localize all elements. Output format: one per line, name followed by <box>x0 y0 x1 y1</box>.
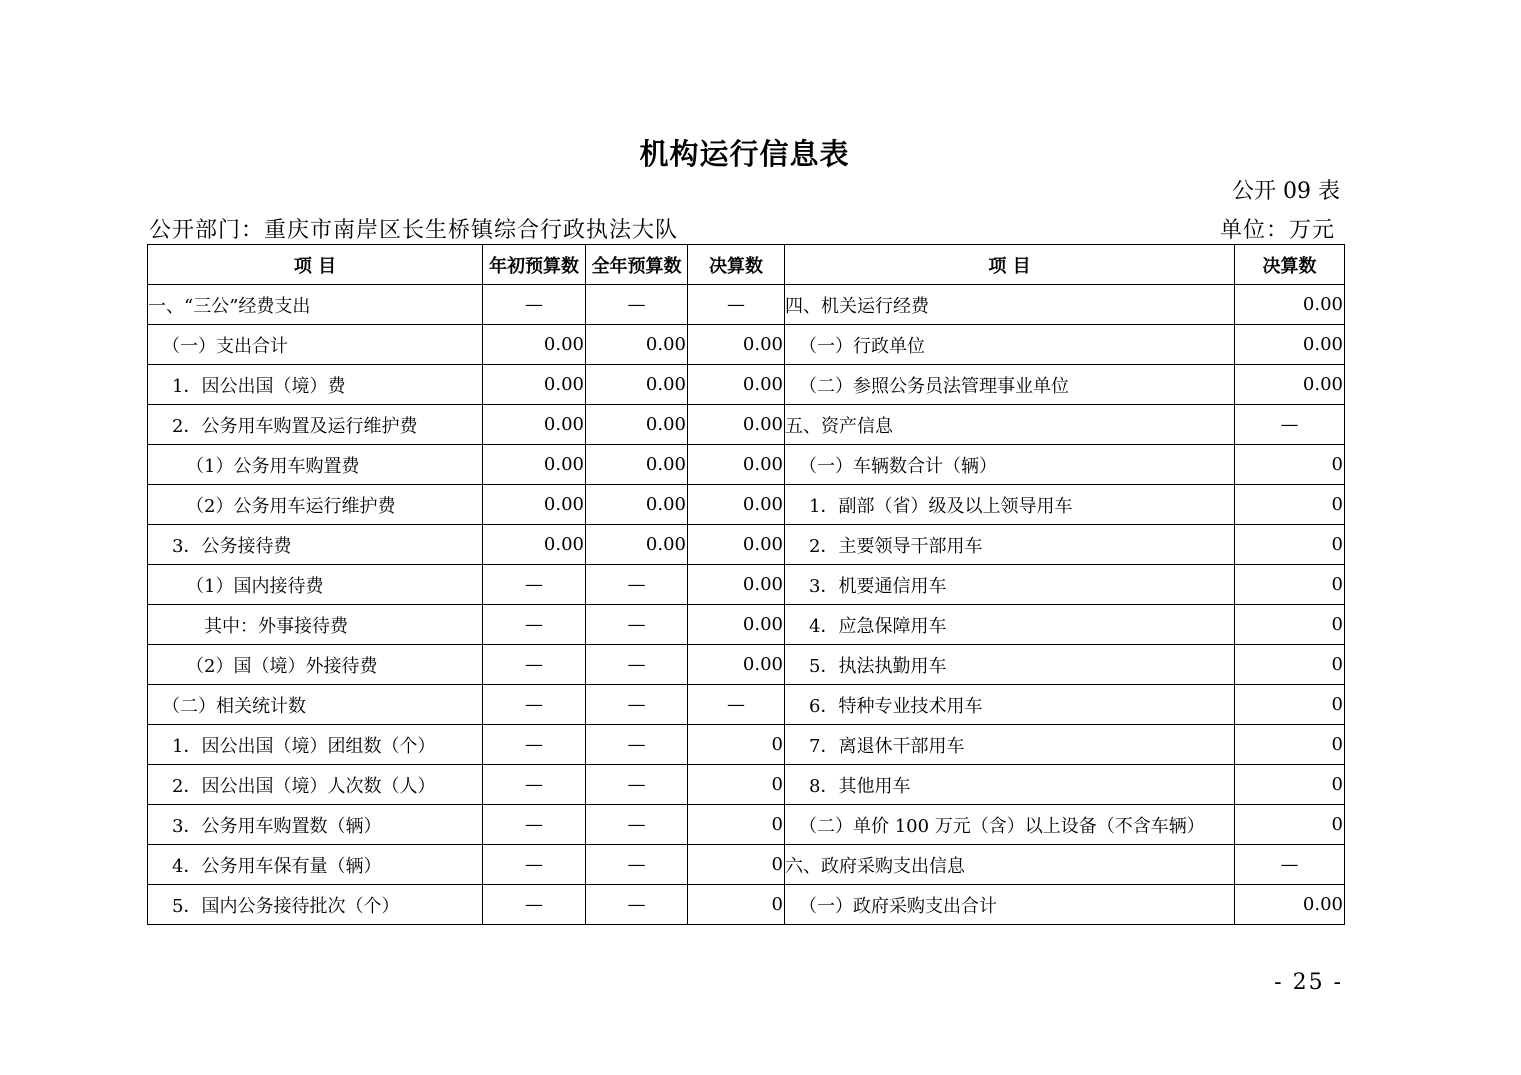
right-item-label: （一）车辆数合计（辆） <box>785 445 1235 485</box>
left-final-value: — <box>688 685 785 725</box>
header-final-left: 决算数 <box>688 245 785 285</box>
left-item-label: 一、“三公”经费支出 <box>148 285 483 325</box>
table-row <box>148 765 1345 805</box>
left-item-label: 1．因公出国（境）费 <box>148 365 483 405</box>
left-item-label: （二）相关统计数 <box>148 685 483 725</box>
initial-budget-value: — <box>483 845 586 885</box>
right-final-value: 0 <box>1235 685 1345 725</box>
right-item-label: （一）政府采购支出合计 <box>785 885 1235 925</box>
right-final-value: — <box>1235 845 1345 885</box>
header-full-budget: 全年预算数 <box>586 245 688 285</box>
table-row <box>148 405 1345 445</box>
left-item-label: 3．公务用车购置数（辆） <box>148 805 483 845</box>
table-row <box>148 845 1345 885</box>
right-final-value: 0 <box>1235 805 1345 845</box>
full-budget-value: — <box>586 565 688 605</box>
table-row <box>148 525 1345 565</box>
initial-budget-value: — <box>483 885 586 925</box>
table-row <box>148 285 1345 325</box>
left-item-label: 1．因公出国（境）团组数（个） <box>148 725 483 765</box>
table-row <box>148 605 1345 645</box>
right-final-value: 0 <box>1235 605 1345 645</box>
left-final-value: 0.00 <box>688 325 785 365</box>
page-number: - 25 - <box>1274 970 1343 995</box>
initial-budget-value: 0.00 <box>483 325 586 365</box>
right-final-value: — <box>1235 405 1345 445</box>
full-budget-value: — <box>586 285 688 325</box>
initial-budget-value: 0.00 <box>483 525 586 565</box>
right-item-label: （二）单价 100 万元（含）以上设备（不含车辆） <box>785 805 1235 845</box>
full-budget-value: — <box>586 805 688 845</box>
left-final-value: 0 <box>688 845 785 885</box>
table-row <box>148 685 1345 725</box>
full-budget-value: — <box>586 765 688 805</box>
left-final-value: 0.00 <box>688 445 785 485</box>
right-final-value: 0 <box>1235 725 1345 765</box>
full-budget-value: 0.00 <box>586 525 688 565</box>
right-item-label: 六、政府采购支出信息 <box>785 845 1235 885</box>
initial-budget-value: 0.00 <box>483 445 586 485</box>
left-final-value: 0.00 <box>688 485 785 525</box>
full-budget-value: — <box>586 685 688 725</box>
page-title: 机构运行信息表 <box>639 137 850 171</box>
initial-budget-value: — <box>483 605 586 645</box>
initial-budget-value: — <box>483 725 586 765</box>
form-number: 公开 09 表 <box>1232 179 1340 204</box>
left-final-value: 0.00 <box>688 605 785 645</box>
right-item-label: 6．特种专业技术用车 <box>785 685 1235 725</box>
full-budget-value: — <box>586 885 688 925</box>
full-budget-value: — <box>586 605 688 645</box>
header-item-left: 项 目 <box>148 245 483 285</box>
left-item-label: 2．因公出国（境）人次数（人） <box>148 765 483 805</box>
table-row <box>148 885 1345 925</box>
header-initial-budget: 年初预算数 <box>483 245 586 285</box>
right-item-label: 4．应急保障用车 <box>785 605 1235 645</box>
right-final-value: 0.00 <box>1235 365 1345 405</box>
left-item-label: （1）国内接待费 <box>148 565 483 605</box>
full-budget-value: 0.00 <box>586 325 688 365</box>
right-final-value: 0.00 <box>1235 325 1345 365</box>
left-item-label: （2）国（境）外接待费 <box>148 645 483 685</box>
table-row <box>148 445 1345 485</box>
right-item-label: （二）参照公务员法管理事业单位 <box>785 365 1235 405</box>
initial-budget-value: — <box>483 805 586 845</box>
table-row <box>148 485 1345 525</box>
table-header-row <box>148 245 1345 285</box>
header-final-right: 决算数 <box>1235 245 1345 285</box>
right-item-label: 3．机要通信用车 <box>785 565 1235 605</box>
left-item-label: （一）支出合计 <box>148 325 483 365</box>
left-final-value: 0 <box>688 765 785 805</box>
full-budget-value: — <box>586 645 688 685</box>
left-item-label: （2）公务用车运行维护费 <box>148 485 483 525</box>
right-final-value: 0.00 <box>1235 885 1345 925</box>
table-row <box>148 325 1345 365</box>
unit-label: 单位：万元 <box>1219 218 1335 243</box>
left-final-value: 0 <box>688 725 785 765</box>
table-row <box>148 365 1345 405</box>
right-item-label: 2．主要领导干部用车 <box>785 525 1235 565</box>
info-table <box>147 244 1345 925</box>
full-budget-value: 0.00 <box>586 485 688 525</box>
table-row <box>148 645 1345 685</box>
right-item-label: 五、资产信息 <box>785 405 1235 445</box>
table-row <box>148 725 1345 765</box>
right-final-value: 0 <box>1235 765 1345 805</box>
initial-budget-value: — <box>483 765 586 805</box>
left-item-label: 2．公务用车购置及运行维护费 <box>148 405 483 445</box>
department-label: 公开部门：重庆市南岸区长生桥镇综合行政执法大队 <box>149 218 679 243</box>
right-item-label: 8．其他用车 <box>785 765 1235 805</box>
left-final-value: 0.00 <box>688 565 785 605</box>
full-budget-value: 0.00 <box>586 405 688 445</box>
table-row <box>148 805 1345 845</box>
initial-budget-value: — <box>483 645 586 685</box>
right-item-label: 1．副部（省）级及以上领导用车 <box>785 485 1235 525</box>
right-final-value: 0 <box>1235 565 1345 605</box>
left-item-label: 5．国内公务接待批次（个） <box>148 885 483 925</box>
full-budget-value: 0.00 <box>586 365 688 405</box>
left-final-value: 0.00 <box>688 365 785 405</box>
left-final-value: 0 <box>688 885 785 925</box>
left-final-value: — <box>688 285 785 325</box>
left-item-label: 其中：外事接待费 <box>148 605 483 645</box>
left-item-label: 4．公务用车保有量（辆） <box>148 845 483 885</box>
table-body <box>148 285 1345 925</box>
right-item-label: 5．执法执勤用车 <box>785 645 1235 685</box>
full-budget-value: — <box>586 725 688 765</box>
right-final-value: 0 <box>1235 445 1345 485</box>
left-final-value: 0.00 <box>688 645 785 685</box>
initial-budget-value: — <box>483 685 586 725</box>
initial-budget-value: — <box>483 565 586 605</box>
left-item-label: 3．公务接待费 <box>148 525 483 565</box>
initial-budget-value: — <box>483 285 586 325</box>
full-budget-value: 0.00 <box>586 445 688 485</box>
right-item-label: 四、机关运行经费 <box>785 285 1235 325</box>
right-final-value: 0.00 <box>1235 285 1345 325</box>
header-item-right: 项 目 <box>785 245 1235 285</box>
initial-budget-value: 0.00 <box>483 485 586 525</box>
right-final-value: 0 <box>1235 645 1345 685</box>
table-row <box>148 565 1345 605</box>
right-item-label: 7．离退休干部用车 <box>785 725 1235 765</box>
left-final-value: 0 <box>688 805 785 845</box>
initial-budget-value: 0.00 <box>483 365 586 405</box>
full-budget-value: — <box>586 845 688 885</box>
left-item-label: （1）公务用车购置费 <box>148 445 483 485</box>
right-final-value: 0 <box>1235 485 1345 525</box>
initial-budget-value: 0.00 <box>483 405 586 445</box>
right-final-value: 0 <box>1235 525 1345 565</box>
right-item-label: （一）行政单位 <box>785 325 1235 365</box>
left-final-value: 0.00 <box>688 525 785 565</box>
left-final-value: 0.00 <box>688 405 785 445</box>
